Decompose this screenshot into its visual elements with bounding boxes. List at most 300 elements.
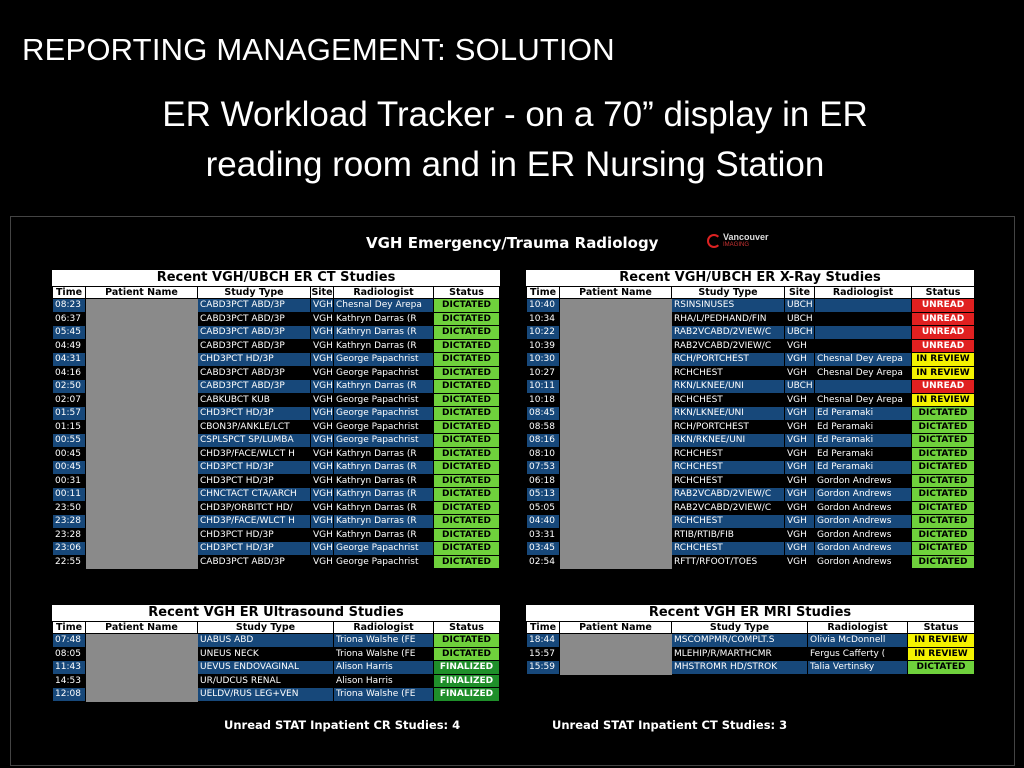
ultrasound-studies-panel bbox=[52, 605, 500, 702]
table-row[interactable] bbox=[53, 312, 500, 326]
patient-name-redacted bbox=[86, 515, 198, 529]
status-badge: UNREAD bbox=[912, 326, 975, 340]
status-badge: DICTATED bbox=[434, 393, 500, 407]
cell-site: VGH bbox=[785, 488, 815, 502]
cell-time: 23:28 bbox=[53, 515, 86, 529]
table-row[interactable] bbox=[53, 326, 500, 340]
cell-rad: Ed Peramaki bbox=[815, 447, 912, 461]
cell-time: 10:30 bbox=[527, 353, 560, 367]
cell-study: CHD3PCT HD/3P bbox=[198, 461, 311, 475]
status-badge: DICTATED bbox=[434, 542, 500, 556]
col-header-site: Site bbox=[311, 287, 333, 298]
col-header-study: Study Type bbox=[198, 622, 334, 634]
cell-study: RCHCHEST bbox=[672, 461, 785, 475]
cell-time: 08:23 bbox=[53, 299, 86, 313]
patient-name-redacted bbox=[560, 407, 672, 421]
cell-rad: Kathryn Darras (R bbox=[334, 339, 434, 353]
patient-name-redacted bbox=[560, 661, 672, 675]
patient-name-redacted bbox=[86, 312, 198, 326]
patient-name-redacted bbox=[86, 474, 198, 488]
table-row[interactable] bbox=[53, 407, 500, 421]
cell-time: 23:50 bbox=[53, 501, 86, 515]
patient-name-redacted bbox=[86, 407, 198, 421]
patient-name-redacted bbox=[560, 326, 672, 340]
cell-time: 10:27 bbox=[527, 366, 560, 380]
table-row[interactable] bbox=[527, 515, 975, 529]
patient-name-redacted bbox=[560, 647, 672, 661]
table-row[interactable] bbox=[527, 434, 975, 448]
col-header-patient: Patient Name bbox=[560, 287, 672, 299]
cell-rad: George Papachrist bbox=[334, 393, 434, 407]
cell-rad bbox=[815, 326, 912, 340]
table-row[interactable] bbox=[53, 488, 500, 502]
mri-studies-panel bbox=[526, 605, 974, 675]
status-badge: UNREAD bbox=[912, 312, 975, 326]
cell-site: VGH bbox=[311, 420, 334, 434]
patient-name-redacted bbox=[86, 434, 198, 448]
cell-study: RFTT/RFOOT/TOES bbox=[672, 555, 785, 569]
table-row[interactable] bbox=[527, 488, 975, 502]
cell-rad: Gordon Andrews bbox=[815, 555, 912, 569]
cell-site: VGH bbox=[311, 447, 334, 461]
cell-study: RCHCHEST bbox=[672, 542, 785, 556]
table-row[interactable] bbox=[53, 555, 500, 569]
cell-study: MLEHIP/R/MARTHCMR bbox=[672, 647, 808, 661]
cell-time: 12:08 bbox=[53, 688, 86, 702]
cell-time: 05:45 bbox=[53, 326, 86, 340]
col-header-radiologist: Radiologist bbox=[334, 287, 434, 299]
tracker-display bbox=[10, 216, 1015, 766]
cell-site: UBCH bbox=[785, 299, 815, 313]
patient-name-redacted bbox=[560, 353, 672, 367]
status-badge: DICTATED bbox=[434, 299, 500, 313]
patient-name-redacted bbox=[86, 634, 198, 648]
cell-rad: Kathryn Darras (R bbox=[334, 312, 434, 326]
cell-rad: Ed Peramaki bbox=[815, 420, 912, 434]
status-badge: UNREAD bbox=[912, 339, 975, 353]
ct-studies-table bbox=[52, 286, 500, 569]
patient-name-redacted bbox=[560, 447, 672, 461]
patient-name-redacted bbox=[86, 542, 198, 556]
status-badge: DICTATED bbox=[912, 447, 975, 461]
patient-name-redacted bbox=[86, 420, 198, 434]
cell-study: RCHCHEST bbox=[672, 515, 785, 529]
table-row[interactable] bbox=[53, 339, 500, 353]
status-badge: IN REVIEW bbox=[912, 353, 975, 367]
cell-rad: Gordon Andrews bbox=[815, 488, 912, 502]
cell-study: UELDV/RUS LEG+VEN bbox=[198, 688, 334, 702]
patient-name-redacted bbox=[86, 647, 198, 661]
cell-site: VGH bbox=[311, 299, 334, 313]
status-badge: IN REVIEW bbox=[912, 393, 975, 407]
cell-rad: Kathryn Darras (R bbox=[334, 447, 434, 461]
cell-site: VGH bbox=[785, 420, 815, 434]
cell-time: 10:18 bbox=[527, 393, 560, 407]
table-row[interactable] bbox=[527, 366, 975, 380]
status-badge: DICTATED bbox=[912, 501, 975, 515]
status-badge: DICTATED bbox=[434, 420, 500, 434]
cell-time: 15:57 bbox=[527, 647, 560, 661]
status-badge: DICTATED bbox=[912, 461, 975, 475]
status-badge: DICTATED bbox=[434, 339, 500, 353]
col-header-radiologist: Radiologist bbox=[808, 622, 908, 634]
table-row[interactable] bbox=[527, 474, 975, 488]
status-badge: DICTATED bbox=[434, 488, 500, 502]
cell-site: VGH bbox=[311, 393, 334, 407]
cell-site: UBCH bbox=[785, 380, 815, 394]
cell-site: VGH bbox=[311, 542, 334, 556]
status-badge: DICTATED bbox=[434, 447, 500, 461]
cell-time: 23:28 bbox=[53, 528, 86, 542]
cell-study: RAB2VCABD/2VIEW/C bbox=[672, 326, 785, 340]
patient-name-redacted bbox=[560, 555, 672, 569]
cell-rad: George Papachrist bbox=[334, 420, 434, 434]
table-row[interactable] bbox=[527, 542, 975, 556]
col-header-patient: Patient Name bbox=[86, 287, 198, 299]
xray-studies-table bbox=[526, 286, 975, 569]
table-row[interactable] bbox=[527, 634, 975, 648]
patient-name-redacted bbox=[86, 528, 198, 542]
patient-name-redacted bbox=[560, 634, 672, 648]
cell-site: VGH bbox=[785, 501, 815, 515]
cell-rad bbox=[815, 312, 912, 326]
cell-site: VGH bbox=[785, 542, 815, 556]
cell-time: 05:05 bbox=[527, 501, 560, 515]
patient-name-redacted bbox=[86, 488, 198, 502]
status-badge: DICTATED bbox=[912, 488, 975, 502]
cell-time: 04:49 bbox=[53, 339, 86, 353]
cell-rad: Kathryn Darras (R bbox=[334, 380, 434, 394]
cell-rad: Triona Walshe (FE bbox=[334, 634, 434, 648]
cell-rad: Chesnal Dey Arepa bbox=[815, 366, 912, 380]
table-row[interactable] bbox=[527, 461, 975, 475]
table-row[interactable] bbox=[53, 474, 500, 488]
table-row[interactable] bbox=[527, 501, 975, 515]
col-header-time: Time bbox=[527, 622, 560, 634]
status-badge: DICTATED bbox=[434, 461, 500, 475]
cell-time: 08:10 bbox=[527, 447, 560, 461]
status-badge: FINALIZED bbox=[434, 674, 500, 688]
patient-name-redacted bbox=[560, 339, 672, 353]
slide-subtitle bbox=[60, 90, 970, 190]
table-row[interactable] bbox=[53, 461, 500, 475]
cell-time: 22:55 bbox=[53, 555, 86, 569]
cell-rad: George Papachrist bbox=[334, 542, 434, 556]
cell-site: VGH bbox=[311, 528, 334, 542]
col-header-study: Study Type bbox=[672, 287, 785, 299]
cell-site: UBCH bbox=[785, 312, 815, 326]
col-header-radiologist: Radiologist bbox=[334, 622, 434, 634]
cell-study: CHD3PCT HD/3P bbox=[198, 353, 311, 367]
patient-name-redacted bbox=[560, 542, 672, 556]
status-badge: DICTATED bbox=[434, 634, 500, 648]
cell-time: 15:59 bbox=[527, 661, 560, 675]
patient-name-redacted bbox=[86, 326, 198, 340]
status-badge: DICTATED bbox=[912, 515, 975, 529]
cell-study: RKN/RKNEE/UNI bbox=[672, 434, 785, 448]
cell-study: RHA/L/PEDHAND/FIN bbox=[672, 312, 785, 326]
unread-stat-ct-count: Unread STAT Inpatient CT Studies: 3 bbox=[552, 718, 788, 732]
cell-site: VGH bbox=[311, 353, 334, 367]
cell-time: 04:16 bbox=[53, 366, 86, 380]
logo-subtext: IMAGING bbox=[723, 242, 750, 248]
patient-name-redacted bbox=[560, 488, 672, 502]
cell-study: CABD3PCT ABD/3P bbox=[198, 299, 311, 313]
table-row[interactable] bbox=[53, 542, 500, 556]
cell-time: 04:31 bbox=[53, 353, 86, 367]
table-row[interactable] bbox=[53, 420, 500, 434]
status-badge: FINALIZED bbox=[434, 688, 500, 702]
cell-study: UNEUS NECK bbox=[198, 647, 334, 661]
cell-study: CABD3PCT ABD/3P bbox=[198, 312, 311, 326]
cell-time: 07:53 bbox=[527, 461, 560, 475]
cell-rad: Kathryn Darras (R bbox=[334, 326, 434, 340]
patient-name-redacted bbox=[86, 353, 198, 367]
cell-site: VGH bbox=[785, 461, 815, 475]
cell-time: 10:11 bbox=[527, 380, 560, 394]
table-row[interactable] bbox=[53, 393, 500, 407]
table-row[interactable] bbox=[527, 555, 975, 569]
cell-site: VGH bbox=[785, 393, 815, 407]
patient-name-redacted bbox=[560, 528, 672, 542]
patient-name-redacted bbox=[560, 515, 672, 529]
table-row[interactable] bbox=[527, 299, 975, 313]
cell-time: 10:40 bbox=[527, 299, 560, 313]
cell-study: CHD3PCT HD/3P bbox=[198, 407, 311, 421]
table-row[interactable] bbox=[53, 647, 500, 661]
cell-study: CSPLSPCT SP/LUMBA bbox=[198, 434, 311, 448]
cell-site: VGH bbox=[311, 461, 334, 475]
patient-name-redacted bbox=[86, 555, 198, 569]
col-header-study: Study Type bbox=[198, 287, 311, 299]
cell-study: CHD3P/ORBITCT HD/ bbox=[198, 501, 311, 515]
table-row[interactable] bbox=[527, 393, 975, 407]
cell-rad: Ed Peramaki bbox=[815, 434, 912, 448]
cell-site: VGH bbox=[311, 366, 334, 380]
status-badge: DICTATED bbox=[434, 474, 500, 488]
cell-study: CABD3PCT ABD/3P bbox=[198, 326, 311, 340]
table-row[interactable] bbox=[53, 501, 500, 515]
cell-rad: Chesnal Dey Arepa bbox=[815, 353, 912, 367]
cell-time: 10:22 bbox=[527, 326, 560, 340]
cell-rad: Kathryn Darras (R bbox=[334, 528, 434, 542]
cell-time: 11:43 bbox=[53, 661, 86, 675]
cell-study: RSINSINUSES bbox=[672, 299, 785, 313]
cell-site: VGH bbox=[311, 555, 334, 569]
panel-title: Recent VGH ER MRI Studies bbox=[526, 605, 974, 621]
cell-rad: Chesnal Dey Arepa bbox=[815, 393, 912, 407]
cell-rad: Fergus Cafferty ( bbox=[808, 647, 908, 661]
cell-time: 00:45 bbox=[53, 461, 86, 475]
col-header-time: Time bbox=[53, 622, 86, 634]
status-badge: FINALIZED bbox=[434, 661, 500, 675]
status-badge: DICTATED bbox=[434, 380, 500, 394]
cell-study: RCH/PORTCHEST bbox=[672, 353, 785, 367]
cell-time: 07:48 bbox=[53, 634, 86, 648]
cell-site: VGH bbox=[311, 407, 334, 421]
cell-site: VGH bbox=[311, 515, 334, 529]
panel-title: Recent VGH ER Ultrasound Studies bbox=[52, 605, 500, 621]
table-row[interactable] bbox=[53, 353, 500, 367]
table-row[interactable] bbox=[53, 380, 500, 394]
cell-study: CBON3P/ANKLE/LCT bbox=[198, 420, 311, 434]
cell-rad: Gordon Andrews bbox=[815, 501, 912, 515]
status-badge: DICTATED bbox=[908, 661, 975, 675]
cell-study: RCHCHEST bbox=[672, 474, 785, 488]
cell-study: CABD3PCT ABD/3P bbox=[198, 366, 311, 380]
ct-studies-panel bbox=[52, 270, 500, 569]
cell-study: CHD3P/FACE/WLCT H bbox=[198, 515, 311, 529]
cell-rad: Kathryn Darras (R bbox=[334, 501, 434, 515]
status-badge: DICTATED bbox=[434, 353, 500, 367]
table-row[interactable] bbox=[527, 661, 975, 675]
table-row[interactable] bbox=[53, 515, 500, 529]
cell-time: 06:18 bbox=[527, 474, 560, 488]
cell-site: VGH bbox=[785, 353, 815, 367]
cell-site: UBCH bbox=[785, 326, 815, 340]
cell-site: VGH bbox=[311, 434, 334, 448]
cell-site: VGH bbox=[785, 515, 815, 529]
table-row[interactable] bbox=[527, 447, 975, 461]
table-row[interactable] bbox=[527, 528, 975, 542]
cell-time: 18:44 bbox=[527, 634, 560, 648]
cell-time: 08:16 bbox=[527, 434, 560, 448]
cell-time: 02:50 bbox=[53, 380, 86, 394]
cell-rad: Gordon Andrews bbox=[815, 542, 912, 556]
cell-study: CHD3PCT HD/3P bbox=[198, 474, 311, 488]
table-row[interactable] bbox=[53, 674, 500, 688]
table-row[interactable] bbox=[527, 420, 975, 434]
cell-rad: Kathryn Darras (R bbox=[334, 461, 434, 475]
cell-time: 10:39 bbox=[527, 339, 560, 353]
col-header-site: Site bbox=[785, 287, 815, 299]
panel-title: Recent VGH/UBCH ER CT Studies bbox=[52, 270, 500, 286]
cell-study: MHSTROMR HD/STROK bbox=[672, 661, 808, 675]
table-row[interactable] bbox=[527, 326, 975, 340]
cell-study: CHD3P/FACE/WLCT H bbox=[198, 447, 311, 461]
cell-study: RAB2VCABD/2VIEW/C bbox=[672, 501, 785, 515]
status-badge: DICTATED bbox=[434, 326, 500, 340]
cell-site: VGH bbox=[311, 501, 334, 515]
subtitle-line-1: ER Workload Tracker - on a 70” display in ER bbox=[162, 95, 868, 134]
table-row[interactable] bbox=[53, 299, 500, 313]
cell-time: 08:05 bbox=[53, 647, 86, 661]
table-row[interactable] bbox=[527, 380, 975, 394]
ultrasound-studies-table bbox=[52, 621, 500, 702]
cell-time: 23:06 bbox=[53, 542, 86, 556]
table-row[interactable] bbox=[53, 447, 500, 461]
table-row[interactable] bbox=[53, 434, 500, 448]
cell-time: 06:37 bbox=[53, 312, 86, 326]
cell-site: VGH bbox=[785, 339, 815, 353]
cell-rad: Talia Vertinsky bbox=[808, 661, 908, 675]
unread-stat-cr-count: Unread STAT Inpatient CR Studies: 4 bbox=[224, 718, 461, 732]
cell-time: 03:31 bbox=[527, 528, 560, 542]
cell-study: RCHCHEST bbox=[672, 366, 785, 380]
cell-study: RCH/PORTCHEST bbox=[672, 420, 785, 434]
cell-site: VGH bbox=[311, 312, 334, 326]
cell-study: RAB2VCABD/2VIEW/C bbox=[672, 488, 785, 502]
table-row[interactable] bbox=[53, 634, 500, 648]
cell-study: UABUS ABD bbox=[198, 634, 334, 648]
cell-time: 00:55 bbox=[53, 434, 86, 448]
table-row[interactable] bbox=[53, 688, 500, 702]
patient-name-redacted bbox=[86, 380, 198, 394]
cell-time: 05:13 bbox=[527, 488, 560, 502]
status-badge: DICTATED bbox=[912, 528, 975, 542]
table-row[interactable] bbox=[527, 647, 975, 661]
cell-site: VGH bbox=[785, 555, 815, 569]
patient-name-redacted bbox=[560, 380, 672, 394]
patient-name-redacted bbox=[560, 461, 672, 475]
cell-study: CHNCTACT CTA/ARCH bbox=[198, 488, 311, 502]
cell-rad: George Papachrist bbox=[334, 555, 434, 569]
cell-study: CHD3PCT HD/3P bbox=[198, 542, 311, 556]
cell-rad: George Papachrist bbox=[334, 407, 434, 421]
table-row[interactable] bbox=[527, 407, 975, 421]
patient-name-redacted bbox=[86, 461, 198, 475]
cell-time: 02:07 bbox=[53, 393, 86, 407]
cell-study: RKN/LKNEE/UNI bbox=[672, 380, 785, 394]
status-badge: DICTATED bbox=[434, 407, 500, 421]
table-row[interactable] bbox=[527, 353, 975, 367]
patient-name-redacted bbox=[86, 393, 198, 407]
slide-title: REPORTING MANAGEMENT: SOLUTION bbox=[22, 32, 615, 67]
cell-rad: Triona Walshe (FE bbox=[334, 647, 434, 661]
cell-rad: Gordon Andrews bbox=[815, 474, 912, 488]
status-badge: DICTATED bbox=[434, 528, 500, 542]
status-badge: DICTATED bbox=[434, 366, 500, 380]
cell-rad: Alison Harris bbox=[334, 661, 434, 675]
patient-name-redacted bbox=[86, 299, 198, 313]
display-title: VGH Emergency/Trauma Radiology bbox=[366, 234, 659, 252]
cell-study: RCHCHEST bbox=[672, 393, 785, 407]
status-badge: DICTATED bbox=[434, 555, 500, 569]
logo-text: Vancouver bbox=[723, 232, 769, 242]
cell-rad: Kathryn Darras (R bbox=[334, 474, 434, 488]
status-badge: DICTATED bbox=[912, 542, 975, 556]
cell-site: VGH bbox=[311, 326, 334, 340]
table-row[interactable] bbox=[53, 528, 500, 542]
cell-study: UEVUS ENDOVAGINAL bbox=[198, 661, 334, 675]
status-badge: DICTATED bbox=[434, 312, 500, 326]
cell-study: CABD3PCT ABD/3P bbox=[198, 380, 311, 394]
subtitle-line-2: reading room and in ER Nursing Station bbox=[205, 145, 825, 184]
mri-studies-table bbox=[526, 621, 975, 675]
table-row[interactable] bbox=[53, 661, 500, 675]
cell-time: 08:45 bbox=[527, 407, 560, 421]
table-row[interactable] bbox=[527, 339, 975, 353]
cell-study: UR/UDCUS RENAL bbox=[198, 674, 334, 688]
table-row[interactable] bbox=[53, 366, 500, 380]
col-header-time: Time bbox=[527, 287, 560, 299]
status-badge: IN REVIEW bbox=[908, 634, 975, 648]
patient-name-redacted bbox=[86, 688, 198, 702]
table-row[interactable] bbox=[527, 312, 975, 326]
cell-time: 00:45 bbox=[53, 447, 86, 461]
cell-rad: Triona Walshe (FE bbox=[334, 688, 434, 702]
status-badge: DICTATED bbox=[912, 555, 975, 569]
patient-name-redacted bbox=[86, 339, 198, 353]
status-badge: UNREAD bbox=[912, 299, 975, 313]
logo-mark-icon bbox=[707, 234, 721, 248]
cell-rad bbox=[815, 339, 912, 353]
col-header-study: Study Type bbox=[672, 622, 808, 634]
status-badge: DICTATED bbox=[434, 501, 500, 515]
status-badge: IN REVIEW bbox=[908, 647, 975, 661]
cell-rad: Chesnal Dey Arepa bbox=[334, 299, 434, 313]
col-header-status: Status bbox=[434, 287, 500, 299]
